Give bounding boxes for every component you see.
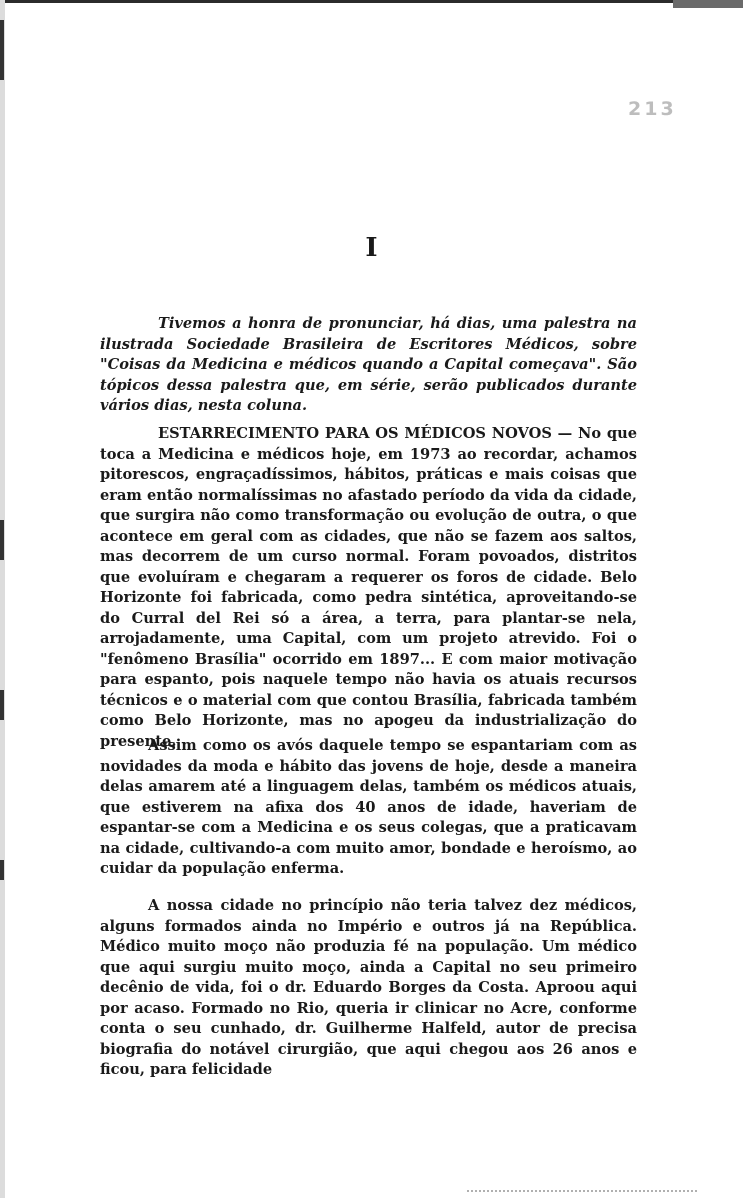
bottom-edge-mark [467,1190,697,1194]
intro-paragraph: Tivemos a honra de pronunciar, há dias, uma palestra na ilustrada Sociedade Brasileira de Escritores Médicos, sobre "Coisas da Medicina e médicos quando a Capital começava". São tópicos dessa palestra que, em série, serão publicados durante vários dias, nesta coluna. [100,315,637,414]
body-paragraph-3: A nossa cidade no princípio não teria talvez dez médicos, alguns formados ainda no Império e outros já na República. Médico muito moço não produzia fé na população. Um médico que aqui surgiu muito moço, ainda a Capital no seu primeiro decênio de vida, foi o dr. Eduardo Borges da Costa. Aproou aqui por acaso. Formado no Rio, queria ir clinicar no Acre, conforme conta o seu cunhado, dr. Guilherme Halfeld, autor de precisa biografia do notável cirurgião, que aqui chegou aos 26 anos e ficou, para felicidade [100,897,637,1078]
page-number: 213 [628,98,677,120]
body-paragraph-1: ESTARRECIMENTO PARA OS MÉDICOS NOVOS — No que toca a Medicina e médicos hoje, em 1973 ao recordar, achamos pitorescos, engraçadíssimos, hábitos, práticas e mais coisas que eram então normalíssimas no afastado período da vida da cidade, que surgira não como transformação ou evolução de outra, o que acontece em geral com as cidades, que não se fazem aos saltos, mas decorrem de um curso normal. Foram povoados, distritos que evoluíram e chegaram a requerer os foros de cidade. Belo Horizonte foi fabricada, como pedra sintética, aproveitando-se do Curral del Rei só a área, a terra, para plantar-se nela, arrojadamente, uma Capital, com um projeto atrevido. Foi o "fenômeno Brasília" ocorrido em 1897... E com maior motivação para espanto, pois naquele tempo não havia os atuais recursos técnicos e o material com que contou Brasília, fabricada também como Belo Horizonte, mas no apogeu da industrialização do presente. [100,425,637,750]
page-binding-edge [0,0,5,1198]
body-paragraph-2: Assim como os avós daquele tempo se espantariam com as novidades da moda e hábito das jovens de hoje, desde a maneira delas amarem até a linguagem delas, também os médicos atuais, que estiverem na afixa dos 40 anos de idade, haveriam de espantar-se com a Medicina e os seus colegas, que a praticavam na cidade, cultivando-a com muito amor, bondade e heroísmo, ao cuidar da população enferma. [100,737,637,877]
binding-mark [0,690,4,720]
binding-mark [0,860,4,880]
top-edge-gap [0,3,330,8]
top-edge-rule [0,0,743,8]
binding-mark [0,520,4,560]
chapter-numeral: I [365,233,378,263]
top-right-mark [673,0,743,8]
binding-mark [0,20,4,80]
